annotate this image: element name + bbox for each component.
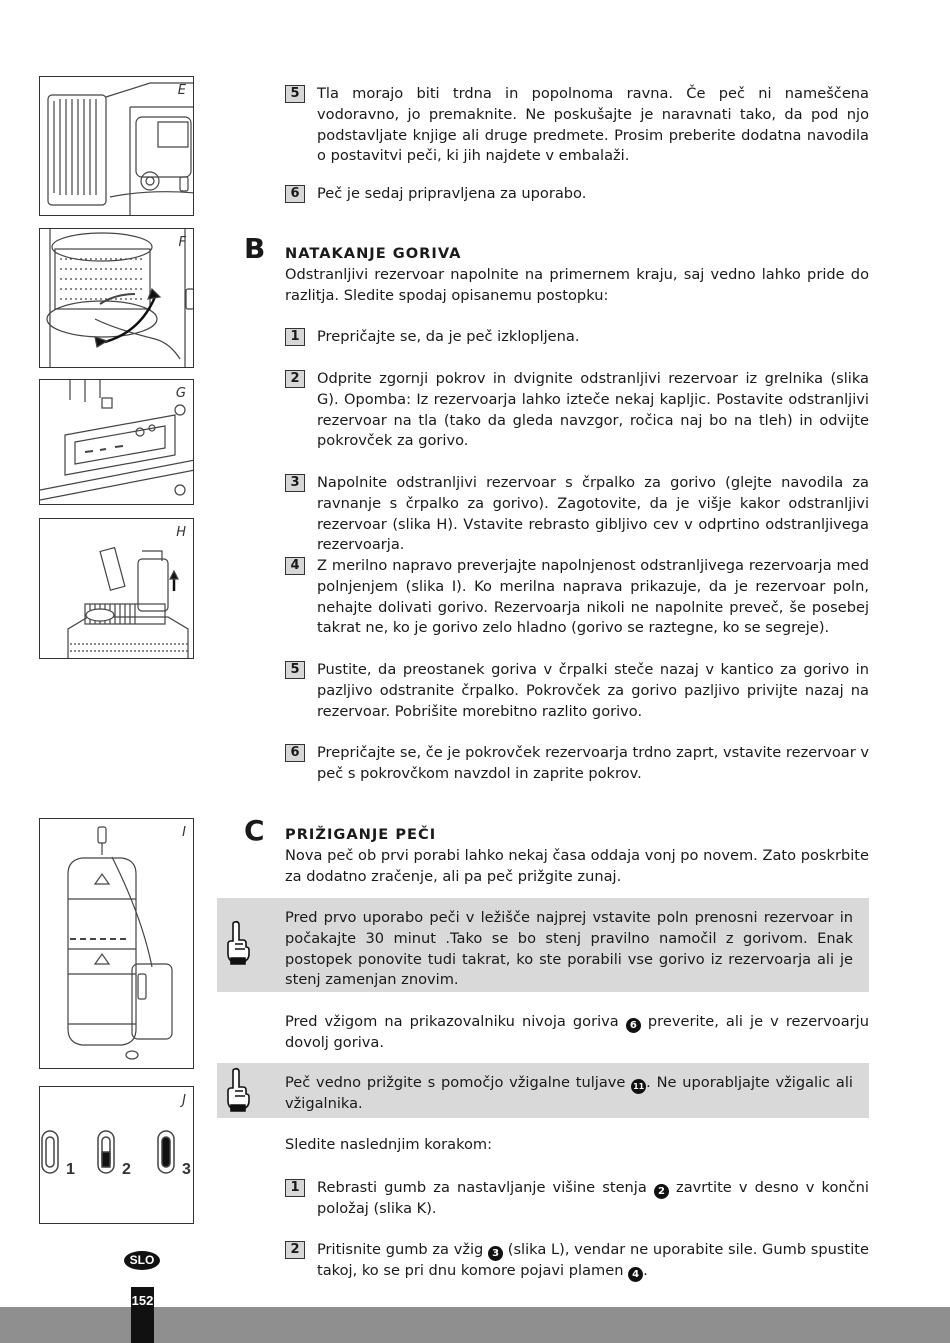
tank-pump-illustration <box>40 819 194 1069</box>
c-step-1-text-a: Rebrasti gumb za nastavljanje višine stenja <box>317 1179 654 1196</box>
top-step-6 <box>285 184 869 205</box>
figure-j-label: J <box>182 1093 186 1108</box>
step-text <box>317 1178 869 1220</box>
figure-e-label: E <box>177 83 186 98</box>
step-text: Napolnite odstranljivi rezervoar s črpalko za gorivo (glejte navodila za ravnanje s črpalko za gorivo). Zagotovite, da je višje kakor odstranljivi rezervoar (slika H). Vstavite rebrasto gibljivo cev v odprtino odstranljivega rezervoarja. <box>317 474 869 554</box>
step-number: 4 <box>285 557 305 575</box>
fuel-level-paragraph <box>285 1012 869 1054</box>
figure-g-label: G <box>175 386 186 401</box>
step-number: 6 <box>285 185 305 203</box>
section-b-letter: B <box>244 232 266 265</box>
figure-e <box>39 76 194 216</box>
step-text: Tla morajo biti trdna in popolnoma ravna. Če peč ni nameščena vodoravno, jo premaknite. Ne poskušajte je naravnati tako, da pod njo podstavljate knjige ali druge predmete. Prosim preberite dodatna navodila o postavitvi peči, ki jih najdete v embalaži. <box>317 85 869 165</box>
note-ignition-text-a: Peč vedno prižgite s pomočjo vžigalne tuljave <box>285 1074 632 1091</box>
section-c-intro: Nova peč ob prvi porabi lahko nekaj časa oddaja vonj po novem. Zato poskrbite za dodatno zračenje, ali pa peč prižgite zunaj. <box>285 847 869 885</box>
c-step-2 <box>285 1240 869 1282</box>
language-badge: SLO <box>124 1251 160 1270</box>
figure-i-label: I <box>182 825 186 840</box>
ref-2-icon: 2 <box>654 1184 669 1199</box>
note-box-first-use <box>217 898 869 992</box>
page-number: 152 <box>131 1287 154 1343</box>
section-c-letter: C <box>244 814 265 847</box>
step-text: Odprite zgornji pokrov in dvignite odstranljivi rezervoar iz grelnika (slika G). Opomba: Iz rezervoarja lahko izteče nekaj kapljic. Postavite odstranljivi rezervoar na tla (tako da gleda navzgor, ročica naj bo na tleh) in odvijte pokrovček za gorivo. <box>317 370 869 450</box>
c-step-2-text-a: Pritisnite gumb za vžig <box>317 1241 489 1258</box>
section-b-intro: Odstranljivi rezervoar napolnite na primernem kraju, saj vedno lahko pride do razlitja. Sledite spodaj opisanemu postopku: <box>285 266 869 304</box>
section-b-title: NATAKANJE GORIVA <box>285 245 462 262</box>
step-number: 2 <box>285 370 305 388</box>
figure-j <box>39 1086 194 1224</box>
note-first-use-text: Pred prvo uporabo peči v ležišče najprej vstavite poln prenosni rezervoar in počakajte 30 minut .Tako se bo stenj pravilno namočil z gorivom. Enak postopek ponovite tudi takrat, ko ste porabili vse gorivo iz rezervoarja ali je stenj zamenjan znovim. <box>285 909 853 989</box>
figure-g <box>39 379 194 505</box>
ref-4-icon: 4 <box>628 1267 643 1282</box>
c-step-2-text-c: . <box>643 1262 648 1279</box>
step-text: Peč je sedaj pripravljena za uporabo. <box>317 185 587 202</box>
pointing-hand-icon <box>223 1067 253 1113</box>
step-number: 5 <box>285 85 305 103</box>
fuel-gauge-illustration <box>40 1087 194 1224</box>
pointing-hand-icon <box>223 920 253 966</box>
b-step-2 <box>285 369 869 452</box>
c-step-1 <box>285 1178 869 1220</box>
step-text: Prepričajte se, če je pokrovček rezervoarja trdno zaprt, vstavite rezervoar v peč s pokrovčkom navzdol in zaprite pokrov. <box>317 744 869 782</box>
section-c-title: PRIŽIGANJE PEČI <box>285 826 437 843</box>
figure-f-label: F <box>178 235 186 250</box>
step-text: Z merilno napravo preverjajte napolnjenost odstranljivega rezervoarja med polnjenjem (slika I). Ko merilna naprava prikazuje, da je rezervoar poln, nehajte dolivati gorivo. Rezervoarja nikoli ne napolnite preveč, še posebej takrat ne, ko je gorivo zelo hladno (gorivo se raztegne, ko se segreje). <box>317 557 869 637</box>
figure-h <box>39 518 194 659</box>
ref-11-icon: 11 <box>631 1079 646 1094</box>
panel-illustration <box>40 380 194 505</box>
follow-steps-text: Sledite naslednjim korakom: <box>285 1136 493 1153</box>
gauge-label-2: 2 <box>122 1161 131 1178</box>
step-number: 1 <box>285 328 305 346</box>
c-step-1-text-b: zavrtite v desno v končni položaj (slika K). <box>317 1179 869 1217</box>
wick-hand-illustration <box>40 229 194 368</box>
step-text: Prepričajte se, da je peč izklopljena. <box>317 328 580 345</box>
step-number: 6 <box>285 744 305 762</box>
note-ignition-text <box>285 1073 853 1115</box>
figure-i <box>39 818 194 1069</box>
step-text <box>317 1240 869 1282</box>
ref-6-icon: 6 <box>626 1018 641 1033</box>
gauge-label-1: 1 <box>66 1161 75 1178</box>
top-step-5 <box>285 84 869 167</box>
step-number: 1 <box>285 1179 305 1197</box>
gauge-label-3: 3 <box>182 1161 191 1178</box>
ref-3-icon: 3 <box>488 1246 503 1261</box>
b-step-3 <box>285 473 869 556</box>
c-step-2-text-b: (slika L), vendar ne uporabite sile. Gumb spustite takoj, ko se pri dnu komore pojavi plamen <box>317 1241 870 1279</box>
tank-lift-illustration <box>40 519 194 659</box>
b-step-5 <box>285 660 869 722</box>
b-step-6 <box>285 743 869 785</box>
step-number: 5 <box>285 661 305 679</box>
step-number: 3 <box>285 474 305 492</box>
b-step-1 <box>285 327 869 348</box>
note-box-ignition <box>217 1063 869 1118</box>
heater-door-illustration <box>40 77 194 216</box>
step-number: 2 <box>285 1241 305 1259</box>
note-ignition-text-b: . Ne uporabljajte vžigalic ali vžigalnika. <box>285 1074 853 1112</box>
step-text: Pustite, da preostanek goriva v črpalki steče nazaj v kantico za gorivo in pazljivo odstranite črpalko. Pokrovček za gorivo pazljivo privijte nazaj na rezervoar. Pobrišite morebitno razlito gorivo. <box>317 661 869 720</box>
fuel-level-text-a: Pred vžigom na prikazovalniku nivoja goriva <box>285 1013 626 1030</box>
figure-h-label: H <box>176 525 186 540</box>
figure-f <box>39 228 194 368</box>
fuel-level-text-b: preverite, ali je v rezervoarju dovolj goriva. <box>285 1013 869 1051</box>
b-step-4 <box>285 556 869 639</box>
